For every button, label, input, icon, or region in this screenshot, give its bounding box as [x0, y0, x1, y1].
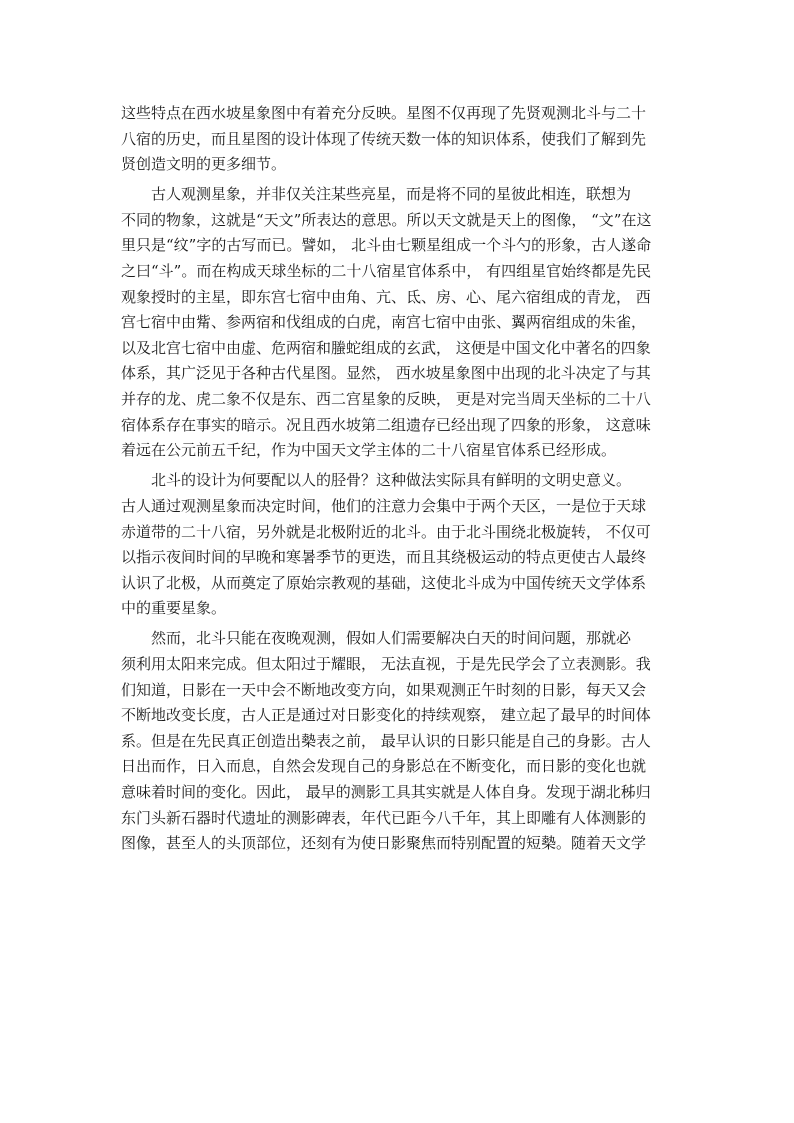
paragraph: [121, 468, 676, 622]
text-line: 然而，北斗只能在夜晚观测，假如人们需要解决白天的时间问题，那就必: [151, 629, 632, 648]
text-line: 并存的龙、虎二象不仅是东、西二宫星象的反映， 更是对完当周天坐标的二十八: [121, 390, 651, 409]
text-line: 东门头新石器时代遗址的测影碑表，年代已距今八千年，其上即雕有人体测影的: [121, 808, 647, 827]
text-line: 系。但是在先民真正创造出槷表之前， 最早认识的日影只能是自己的身影。古人: [121, 731, 651, 750]
paragraph: [121, 101, 676, 178]
text-line: 赤道带的二十八宿，另外就是北极附近的北斗。由于北斗围绕北极旋转， 不仅可: [121, 522, 651, 541]
text-line: 须利用太阳来完成。但太阳过于耀眼， 无法直视，于是先民学会了立表测影。我: [121, 654, 651, 673]
text-line: 图像，甚至人的头顶部位，还刻有为使日影聚焦而特别配置的短槷。随着天文学: [121, 834, 647, 853]
text-line: 不同的物象，这就是“天文”所表达的意思。所以天文就是天上的图像， “文”在这: [121, 210, 652, 229]
text-line: 认识了北极，从而奠定了原始宗教观的基础，这使北斗成为中国传统天文学体系: [121, 573, 647, 592]
paragraph: [121, 626, 676, 856]
body-text: [121, 101, 676, 857]
text-line: 意味着时间的变化。因此， 最早的测影工具其实就是人体自身。发现于湖北秭归: [121, 782, 651, 801]
text-line: 北斗的设计为何要配以人的胫骨？这种做法实际具有鲜明的文明史意义。: [151, 471, 632, 490]
text-line: 日出而作，日入而息，自然会发现自己的身影总在不断变化，而日影的变化也就: [121, 757, 647, 776]
text-line: 宫七宿中由觜、参两宿和伐组成的白虎，南宫七宿中由张、翼两宿组成的朱雀，: [121, 313, 647, 332]
text-line: 体系，其广泛见于各种古代星图。显然， 西水坡星象图中出现的北斗决定了与其: [121, 364, 651, 383]
text-line: 以及北宫七宿中由虚、危两宿和螣蛇组成的玄武， 这便是中国文化中著名的四象: [121, 338, 651, 357]
text-line: 贤创造文明的更多细节。: [121, 155, 287, 174]
text-line: 宿体系存在事实的暗示。况且西水坡第二组遗存已经出现了四象的形象， 这意味: [121, 415, 651, 434]
text-line: 古人观测星象，并非仅关注某些亮星，而是将不同的星彼此相连，联想为: [151, 185, 632, 204]
text-line: 八宿的历史，而且星图的设计体现了传统天数一体的知识体系，使我们了解到先: [121, 129, 647, 148]
text-line: 们知道，日影在一天中会不断地改变方向，如果观测正午时刻的日影，每天又会: [121, 680, 647, 699]
text-line: 之曰“斗”。而在构成天球坐标的二十八宿星官体系中， 有四组星官始终都是先民: [121, 262, 652, 281]
paragraph: [121, 182, 676, 464]
text-line: 里只是“纹”字的古写而已。譬如， 北斗由七颗星组成一个斗勺的形象，古人遂命: [121, 236, 652, 255]
text-line: 中的重要星象。: [121, 599, 227, 618]
text-line: 不断地改变长度，古人正是通过对日影变化的持续观察， 建立起了最早的时间体: [121, 706, 651, 725]
text-line: 以指示夜间时间的早晚和寒暑季节的更迭，而且其绕极运动的特点更使古人最终: [121, 548, 647, 567]
text-line: 这些特点在西水坡星象图中有着充分反映。星图不仅再现了先贤观测北斗与二十: [121, 104, 647, 122]
text-line: 着远在公元前五千纪，作为中国天文学主体的二十八宿星官体系已经形成。: [121, 441, 617, 460]
text-line: 观象授时的主星，即东宫七宿中由角、亢、氐、房、心、尾六宿组成的青龙， 西: [121, 287, 651, 306]
text-line: 古人通过观测星象而决定时间，他们的注意力会集中于两个天区，一是位于天球: [121, 496, 647, 515]
